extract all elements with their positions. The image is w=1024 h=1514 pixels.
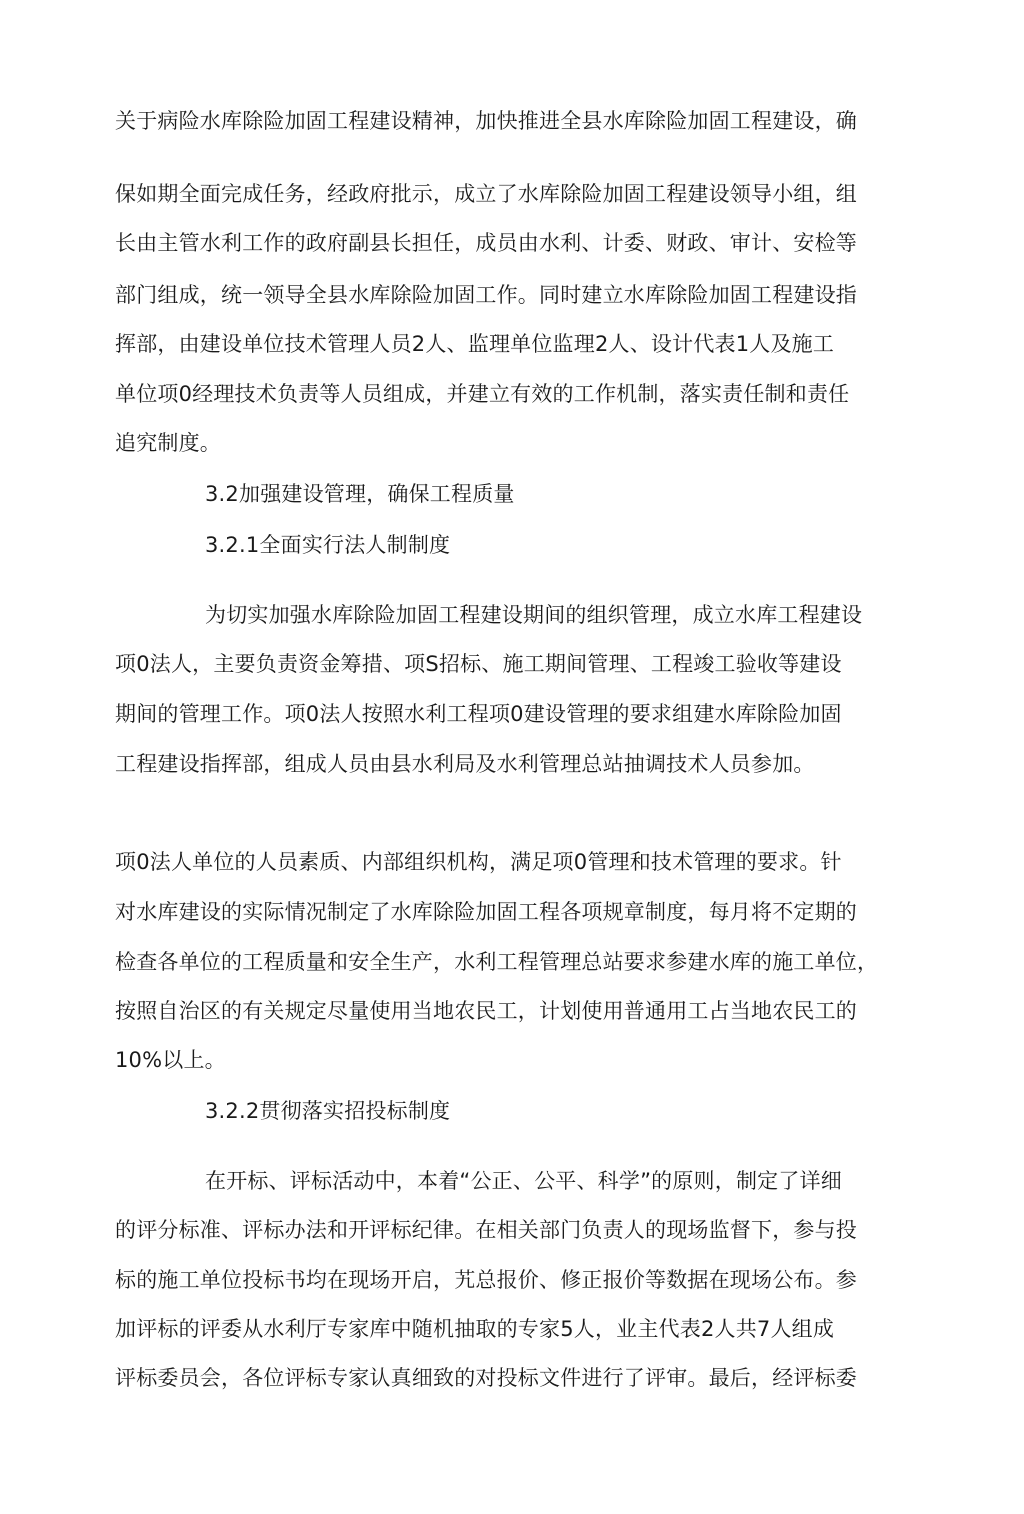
paragraph-line-2: 保如期全面完成任务，经政府批示，成立了水库除险加固工程建设领导小组，组 [115, 182, 857, 206]
paragraph-line-16: 10%以上。 [115, 1048, 226, 1072]
paragraph-line-20: 加评标的评委从水利厅专家库中随机抽取的专家5人，业主代表2人共7人组成 [115, 1317, 835, 1341]
paragraph-line-4: 部门组成，统一领导全县水库除险加固工作。同时建立水库除险加固工程建设指 [115, 283, 857, 307]
paragraph-line-9: 项0法人，主要负责资金筹措、项S招标、施工期间管理、工程竣工验收等建设 [115, 652, 842, 676]
paragraph-line-21: 评标委员会，各位评标专家认真细致的对投标文件进行了评审。最后，经评标委 [115, 1366, 857, 1390]
paragraph-line-11: 工程建设指挥部，组成人员由县水利局及水利管理总站抽调技术人员参加。 [115, 752, 815, 776]
paragraph-line-14: 检查各单位的工程质量和安全生产，水利工程管理总站要求参建水库的施工单位， [115, 950, 879, 974]
paragraph-line-19: 标的施工单位投标书均在现场开启，艽总报价、修正报价等数据在现场公布。参 [115, 1268, 857, 1292]
paragraph-line-15: 按照自治区的有关规定尽量使用当地农民工，计划使用普通用工占当地农民工的 [115, 999, 857, 1023]
paragraph-line-7: 追究制度。 [115, 431, 221, 455]
paragraph-line-10: 期间的管理工作。项0法人按照水利工程项0建设管理的要求组建水库除险加固 [115, 702, 842, 726]
section-heading-3-2-1: 3.2.1全面实行法人制制度 [205, 533, 451, 557]
paragraph-line-3: 长由主管水利工作的政府副县长担任，成员由水利、计委、财政、审计、安检等 [115, 231, 857, 255]
section-heading-3-2: 3.2加强建设管理，确保工程质量 [205, 482, 515, 506]
paragraph-line-13: 对水库建设的实际情况制定了水库除险加固工程各项规章制度，每月将不定期的 [115, 900, 857, 924]
paragraph-line-12: 项0法人单位的人员素质、内部组织机构，满足项0管理和技术管理的要求。针 [115, 850, 842, 874]
paragraph-line-1: 关于病险水库除险加固工程建设精神，加快推进全县水库除险加固工程建设，确 [115, 109, 857, 133]
paragraph-line-5: 挥部，由建设单位技术管理人员2人、监理单位监理2人、设计代表1人及施工 [115, 332, 835, 356]
section-heading-3-2-2: 3.2.2贯彻落实招投标制度 [205, 1099, 451, 1123]
paragraph-line-6: 单位项0经理技术负责等人员组成，并建立有效的工作机制，落实责任制和责任 [115, 382, 850, 406]
paragraph-line-8: 为切实加强水库除险加固工程建设期间的组织管理，成立水库工程建设 [205, 603, 863, 627]
paragraph-line-17: 在开标、评标活动中，本着“公正、公平、科学”的原则，制定了详细 [205, 1169, 842, 1193]
paragraph-line-18: 的评分标准、评标办法和开评标纪律。在相关部门负责人的现场监督下，参与投 [115, 1218, 857, 1242]
